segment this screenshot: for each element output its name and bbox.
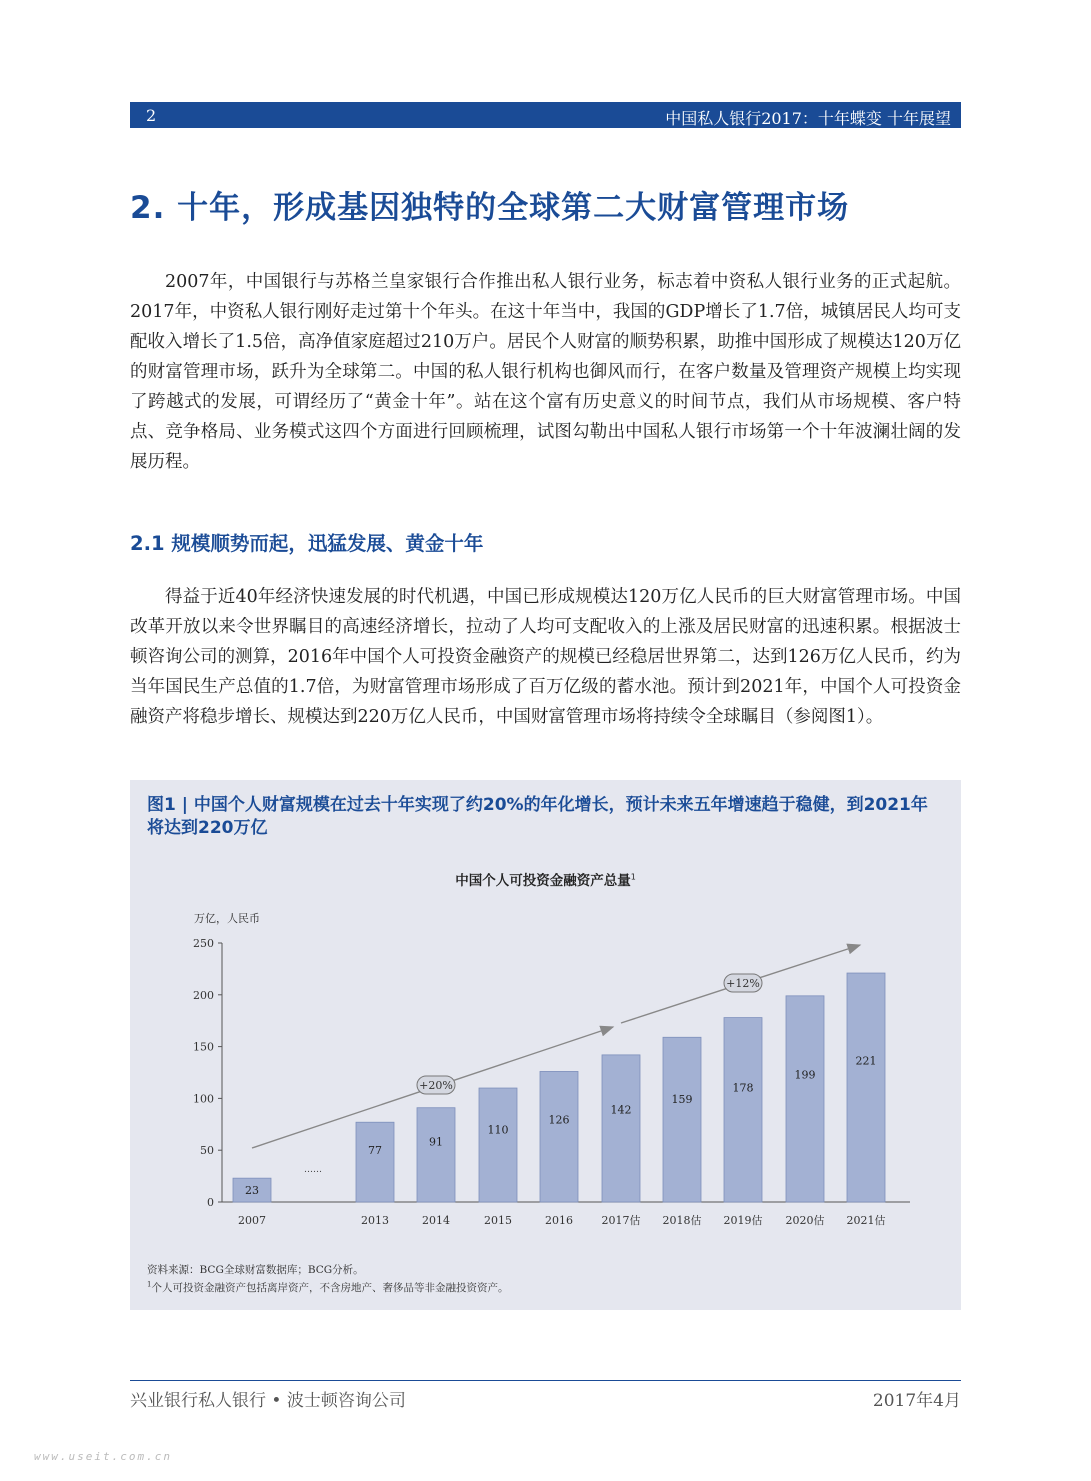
y-tick-label: 100 [193, 1092, 214, 1106]
bar-2015 [479, 1088, 517, 1202]
bar-value-label: 142 [610, 1103, 632, 1117]
footnote-mark: 1 [147, 1280, 152, 1289]
bar-value-label: 221 [855, 1054, 877, 1068]
x-tick-label: 2014 [422, 1214, 450, 1227]
y-tick-label: 200 [193, 988, 214, 1002]
y-tick-label: 250 [193, 937, 214, 950]
watermark: www.useit.com.cn [34, 1450, 172, 1463]
figure-1 [130, 780, 961, 1310]
chart-title-text: 中国个人可投资金融资产总量 [455, 873, 631, 889]
bar-2016 [540, 1071, 578, 1202]
x-tick-label: 2015 [484, 1214, 512, 1227]
y-axis-label: 万亿，人民币 [194, 912, 260, 925]
bar-2018估 [663, 1037, 701, 1202]
paragraph-2: 得益于近40年经济快速发展的时代机遇，中国已形成规模达120万亿人民币的巨大财富管理市场。中国改革开放以来令世界瞩目的高速经济增长，拉动了人均可支配收入的上涨及居民财富的迅速积累。根据波士顿咨询公司的测算，2016年中国个人可投资金融资产的规模已经稳居世界第二，达到126万亿人民币，约为当年国民生产总值的1.7倍，为财富管理市场形成了百万亿级的蓄水池。预计到2021年，中国个人可投资金融资产将稳步增长、规模达到220万亿人民币，中国财富管理市场将持续令全球瞩目（参阅图1）。 [130, 587, 961, 727]
x-tick-label: 2021估 [846, 1214, 886, 1227]
figure-footnote [147, 1280, 508, 1295]
x-tick-label: 2007 [238, 1214, 266, 1227]
bar-value-label: 178 [732, 1081, 754, 1095]
running-title: 中国私人银行2017：十年蝶变 十年展望 [665, 109, 951, 128]
bar-value-label: 77 [368, 1144, 382, 1158]
footer-publisher: 兴业银行私人银行 • 波士顿咨询公司 [130, 1391, 406, 1411]
header-bar [130, 102, 961, 128]
bar-value-label: 91 [429, 1135, 443, 1149]
bar-value-label: 126 [548, 1113, 570, 1127]
bar-2021估 [847, 973, 885, 1202]
chart-title-footnote-mark: 1 [630, 872, 636, 882]
x-tick-label: 2016 [545, 1214, 573, 1227]
bar-2017估 [602, 1055, 640, 1202]
x-tick-label: 2017估 [601, 1214, 641, 1227]
bar-2019估 [724, 1018, 762, 1202]
x-tick-label: 2019估 [723, 1214, 763, 1227]
x-tick-label: 2013 [361, 1214, 389, 1227]
bar-value-label: 159 [671, 1093, 693, 1107]
bar-chart [130, 780, 961, 1250]
subsection-title: 2.1 规模顺势而起，迅猛发展、黄金十年 [130, 532, 484, 555]
bar-value-label: 110 [487, 1123, 509, 1137]
y-tick-label: 50 [200, 1144, 214, 1158]
bar-value-label: 199 [794, 1068, 816, 1082]
footnote-text: 个人可投资金融资产包括离岸资产，不含房地产、奢侈品等非金融投资资产。 [151, 1282, 509, 1294]
gap-marker: …… [304, 1165, 322, 1175]
footer-rule [130, 1380, 961, 1381]
bar-value-label: 23 [245, 1184, 259, 1198]
growth-badge-label: +20% [419, 1079, 453, 1092]
x-tick-label: 2020估 [785, 1214, 825, 1227]
paragraph-1: 2007年，中国银行与苏格兰皇家银行合作推出私人银行业务，标志着中资私人银行业务的正式起航。2017年，中资私人银行刚好走过第十个年头。在这十年当中，我国的GDP增长了1.7倍，城镇居民人均可支配收入增长了1.5倍，高净值家庭超过210万户。居民个人财富的顺势积累，助推中国形成了规模达120万亿的财富管理市场，跃升为全球第二。中国的私人银行机构也御风而行，在客户数量及管理资产规模上均实现了跨越式的发展，可谓经历了“黄金十年”。站在这个富有历史意义的时间节点，我们从市场规模、客户特点、竞争格局、业务模式这四个方面进行回顾梳理，试图勾勒出中国私人银行市场第一个十年波澜壮阔的发展历程。 [130, 272, 961, 472]
bar-2013 [356, 1122, 394, 1202]
x-tick-label: 2018估 [662, 1214, 702, 1227]
bar-2020估 [786, 996, 824, 1202]
section-title: 2. 十年，形成基因独特的全球第二大财富管理市场 [130, 190, 850, 226]
figure-source: 资料来源：BCG全球财富数据库；BCG分析。 [147, 1264, 364, 1276]
y-tick-label: 0 [207, 1196, 214, 1209]
figure-title: 图1 | 中国个人财富规模在过去十年实现了约20%的年化增长，预计未来五年增速趋于稳健，到2021年将达到220万亿 [147, 795, 928, 838]
growth-badge-label: +12% [726, 977, 760, 990]
page-number: 2 [146, 106, 157, 125]
y-tick-label: 150 [193, 1040, 214, 1054]
footer-date: 2017年4月 [872, 1391, 961, 1411]
bar-2014 [417, 1108, 455, 1202]
